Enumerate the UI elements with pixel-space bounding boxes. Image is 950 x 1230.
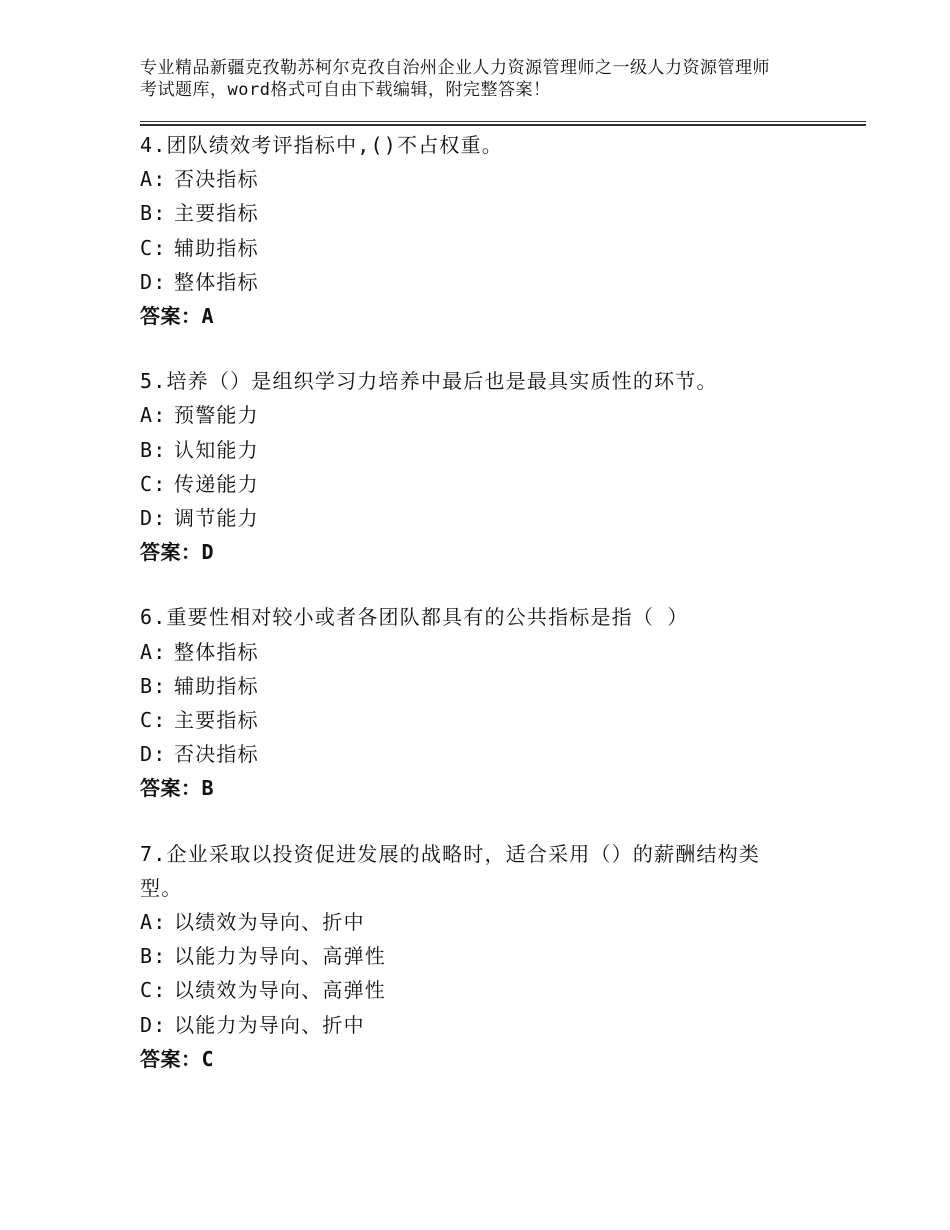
- option-text: 预警能力: [174, 403, 259, 428]
- question-stem: 7.企业采取以投资促进发展的战略时，适合采用（）的薪酬结构类型。: [140, 841, 761, 900]
- option-key: D:: [140, 506, 167, 531]
- option-key: D:: [140, 742, 167, 767]
- option-key: C:: [140, 978, 167, 1003]
- header-title-line-2: 考试题库，word格式可自由下载编辑，附完整答案！: [140, 80, 551, 100]
- question-6: [140, 600, 860, 805]
- option-text: 整体指标: [174, 269, 259, 294]
- answer-line: 答案：B: [140, 776, 215, 801]
- option-d: [140, 1008, 860, 1042]
- option-text: 调节能力: [174, 506, 259, 531]
- option-c: [140, 231, 860, 265]
- question-stem: 4.团队绩效考评指标中,()不占权重。: [140, 133, 504, 157]
- option-c: [140, 973, 860, 1007]
- option-b: [140, 939, 860, 973]
- question-7: [140, 837, 860, 1076]
- option-text: 以能力为导向、折中: [174, 1012, 365, 1037]
- question-5: [140, 364, 860, 569]
- option-key: B:: [140, 201, 167, 226]
- question-list: [140, 128, 860, 1076]
- document-header: [140, 57, 820, 101]
- option-key: A:: [140, 639, 167, 664]
- option-d: [140, 265, 860, 299]
- option-text: 以绩效为导向、高弹性: [174, 978, 386, 1003]
- option-text: 主要指标: [174, 201, 259, 226]
- option-b: [140, 669, 860, 703]
- option-key: A:: [140, 403, 167, 428]
- question-4: [140, 128, 860, 333]
- option-text: 否决指标: [174, 742, 259, 767]
- option-text: 辅助指标: [174, 673, 259, 698]
- option-text: 以绩效为导向、折中: [174, 910, 365, 935]
- option-text: 以能力为导向、高弹性: [174, 944, 386, 969]
- option-a: [140, 635, 860, 669]
- option-key: D:: [140, 269, 167, 294]
- option-key: A:: [140, 910, 167, 935]
- option-b: [140, 196, 860, 230]
- question-stem: 6.重要性相对较小或者各团队都具有的公共指标是指（ ）: [140, 605, 689, 630]
- question-stem: 5.培养（）是组织学习力培养中最后也是最具实质性的环节。: [140, 369, 718, 394]
- option-a: [140, 162, 860, 196]
- option-text: 传递能力: [174, 471, 259, 496]
- header-title-line-1: 专业精品新疆克孜勒苏柯尔克孜自治州企业人力资源管理师之一级人力资源管理师: [140, 58, 770, 78]
- answer-line: 答案：A: [140, 304, 215, 329]
- option-text: 整体指标: [174, 639, 259, 664]
- option-d: [140, 737, 860, 771]
- option-c: [140, 467, 860, 501]
- option-a: [140, 398, 860, 432]
- option-c: [140, 703, 860, 737]
- option-d: [140, 501, 860, 535]
- option-key: B:: [140, 437, 167, 462]
- header-divider-thick: [140, 124, 866, 126]
- option-text: 认知能力: [174, 437, 259, 462]
- option-text: 否决指标: [174, 167, 259, 192]
- option-key: B:: [140, 673, 167, 698]
- option-a: [140, 905, 860, 939]
- option-key: D:: [140, 1012, 167, 1037]
- option-text: 主要指标: [174, 708, 259, 733]
- option-text: 辅助指标: [174, 235, 259, 260]
- option-key: B:: [140, 944, 167, 969]
- option-key: A:: [140, 167, 167, 192]
- option-key: C:: [140, 708, 167, 733]
- option-key: C:: [140, 235, 167, 260]
- option-key: C:: [140, 471, 167, 496]
- answer-line: 答案：D: [140, 540, 215, 565]
- header-divider-thin: [140, 121, 866, 122]
- option-b: [140, 433, 860, 467]
- answer-line: 答案：C: [140, 1046, 215, 1071]
